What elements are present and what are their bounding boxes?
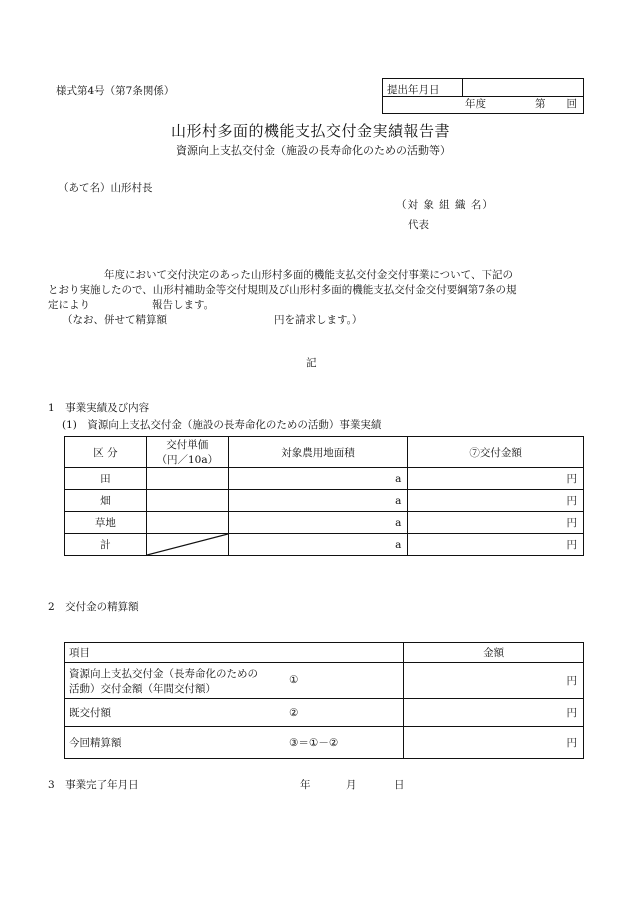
- year-label: 年度: [465, 98, 486, 110]
- amount-cell[interactable]: 円: [408, 468, 584, 490]
- area-cell[interactable]: a: [228, 468, 408, 490]
- org-name-label: （対 象 組 織 名）: [396, 199, 494, 211]
- col-header-unit-price: 交付単価 （円／10a）: [146, 437, 228, 468]
- section1-heading: 1 事業実績及び内容: [48, 402, 150, 414]
- settlement-table: [64, 642, 584, 759]
- page-subtitle: 資源向上支払交付金（施設の長寿命化のための活動等）: [176, 144, 451, 157]
- body-line-3a: 定により: [48, 299, 90, 311]
- table-row-total: [65, 534, 584, 556]
- table-row: [65, 490, 584, 512]
- round-label: 第 回: [535, 98, 577, 110]
- col-header-item: 項目: [65, 643, 404, 663]
- section3-heading: 3 事業完了年月日: [48, 779, 139, 791]
- section1-subheading: (1) 資源向上支払交付金（施設の長寿命化のための活動）事業実績: [62, 419, 382, 431]
- row-category: 計: [65, 534, 147, 556]
- area-cell[interactable]: a: [228, 512, 408, 534]
- performance-table: [64, 436, 584, 556]
- col-header-area: 対象農用地面積: [228, 437, 408, 468]
- item-label-line1: 資源向上支払交付金（長寿命化のための: [69, 667, 258, 680]
- body-line-4b: 円を請求します。）: [274, 314, 363, 326]
- table-row: [65, 663, 584, 699]
- table-row: [65, 512, 584, 534]
- area-cell[interactable]: a: [228, 490, 408, 512]
- area-cell[interactable]: a: [228, 534, 408, 556]
- row-category: 田: [65, 468, 147, 490]
- item-label: 今回精算額: [69, 737, 122, 749]
- unit-price-cell[interactable]: [146, 468, 228, 490]
- submission-box: [382, 78, 584, 114]
- item-mark: ②: [289, 707, 299, 719]
- page-title: 山形村多面的機能支払交付金実績報告書: [171, 122, 451, 140]
- item-label: 既交付額: [69, 707, 111, 719]
- table-row: [65, 468, 584, 490]
- completion-day: 日: [394, 779, 405, 791]
- body-line-2: とおり実施したので、山形村補助金等交付規則及び山形村多面的機能支払交付金交付要綱第7条の規: [48, 284, 517, 296]
- unit-price-cell[interactable]: [146, 512, 228, 534]
- unit-price-cell-disabled: [146, 534, 228, 556]
- amount-cell[interactable]: 円: [404, 727, 584, 759]
- col-header-category: 区 分: [65, 437, 147, 468]
- item-label-line2: 活動）交付金額（年間交付額）: [69, 682, 216, 695]
- completion-month: 月: [346, 779, 357, 791]
- section2-heading: 2 交付金の精算額: [48, 601, 139, 613]
- row-category: 草地: [65, 512, 147, 534]
- body-line-1: 年度において交付決定のあった山形村多面的機能支払交付金交付事業について、下記の: [104, 269, 513, 281]
- amount-cell[interactable]: 円: [408, 534, 584, 556]
- amount-cell[interactable]: 円: [404, 699, 584, 727]
- col-header-amount: 金額: [404, 643, 584, 663]
- completion-year: 年: [300, 779, 311, 791]
- table-header-row: [65, 437, 584, 468]
- diagonal-slash: [147, 534, 228, 555]
- submit-date-label: 提出年月日: [383, 79, 463, 96]
- form-number: 様式第4号（第7条関係）: [56, 85, 175, 97]
- amount-cell[interactable]: 円: [404, 663, 584, 699]
- body-line-3b: 報告します。: [152, 299, 215, 311]
- item-mark: ③＝①－②: [289, 737, 339, 749]
- body-line-4a: （なお、併せて精算額: [62, 314, 167, 326]
- amount-cell[interactable]: 円: [408, 512, 584, 534]
- addressee: （あて名）山形村長: [58, 182, 153, 194]
- table-row: [65, 699, 584, 727]
- amount-cell[interactable]: 円: [408, 490, 584, 512]
- row-category: 畑: [65, 490, 147, 512]
- item-mark: ①: [289, 674, 299, 686]
- col-header-amount: ⑦交付金額: [408, 437, 584, 468]
- table-row: [65, 727, 584, 759]
- representative-label: 代表: [408, 219, 429, 231]
- unit-price-cell[interactable]: [146, 490, 228, 512]
- table-header-row: [65, 643, 584, 663]
- ki-mark: 記: [306, 357, 317, 369]
